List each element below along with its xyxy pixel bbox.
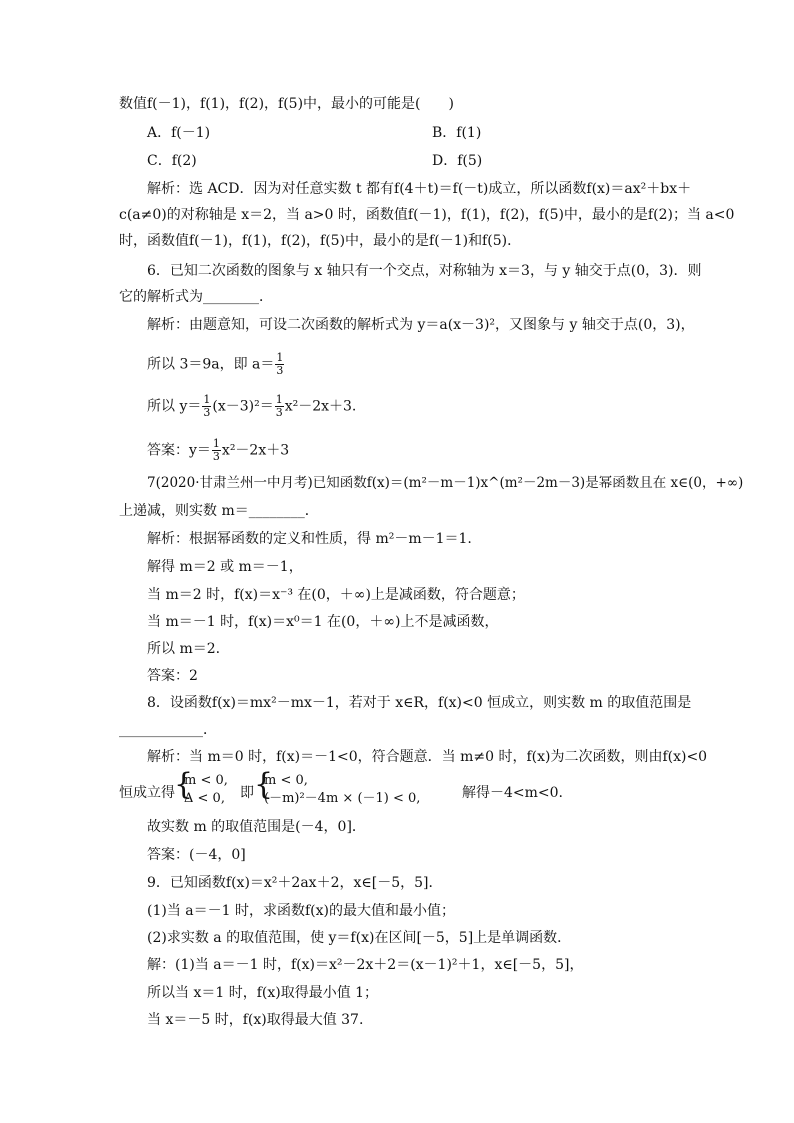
q5-analysis-line: 解析：选 ACD．因为对任意实数 t 都有f(4＋t)＝f(－t)成立，所以函数f(x)＝ax²＋bx＋ [147,181,692,197]
q7-stem-line2: 上递减，则实数 m＝________． [119,503,319,519]
q6-step1-text: 所以 3＝9a，即 a＝ [147,356,275,373]
q6-analysis: 解析：由题意知，可设二次函数的解析式为 y＝a(x－3)²，又图象与 y 轴交于点(0，3)， [147,317,695,333]
fraction: $\frac{1}{3}$ [275,393,283,419]
q5-option-c: C．f(2) [147,153,197,169]
q6-answer [147,438,289,463]
q5-stem: 数值f(－1)，f(1)，f(2)，f(5)中，最小的可能是( ) [119,96,454,112]
q8-system1-line: Δ < 0, [184,791,225,806]
fraction: $\frac{1}{3}$ [276,351,284,377]
q7-answer: 答案：2 [147,668,198,684]
q6-answer-suffix: x²－2x＋3 [221,442,290,459]
q8-cond-prefix: 恒成立得 [119,785,175,801]
q6-answer-prefix: 答案：y＝ [147,442,211,459]
q9-stem: 9．已知函数f(x)＝x²＋2ax＋2，x∈[－5，5]． [147,875,443,891]
q6-stem-line: 6．已知二次函数的图象与 x 轴只有一个交点，对称轴为 x＝3，与 y 轴交于点(0，3)．则 [147,263,702,279]
q8-system1-line: m < 0, [184,773,228,788]
left-brace: { [174,767,194,802]
q7-line: 解得 m＝2 或 m＝－1， [147,559,303,575]
q6-step2-mid: (x－3)²＝ [212,398,274,415]
fraction: $\frac{1}{3}$ [203,393,211,419]
q5-option-a: A．f(－1) [147,125,211,141]
q8-system2-line: m < 0, [264,773,308,788]
q7-stem-line1: 7(2020·甘肃兰州一中月考)已知函数f(x)＝(m²－m－1)x^(m²－2m－3)是幂函数且在 x∈(0，+∞) [147,475,744,491]
q5-option-d: D．f(5) [432,153,483,169]
q9-part: (1)当 a＝－1 时，求函数f(x)的最大值和最小值； [147,903,455,919]
q9-solution-line: 当 x＝－5 时，f(x)取得最大值 37. [147,1012,364,1028]
q6-step2-suffix: x²－2x＋3. [284,398,357,415]
q8-stem-line: ____________． [119,722,217,738]
q9-solution-line: 解：(1)当 a＝－1 时，f(x)＝x²－2x＋2＝(x－1)²＋1，x∈[－5，5]， [147,957,584,973]
q7-line: 解析：根据幂函数的定义和性质，得 m²－m－1＝1. [147,531,472,547]
q5-option-b: B．f(1) [432,125,482,141]
q5-analysis-line: 时，函数值f(－1)，f(1)，f(2)，f(5)中，最小的是f(－1)和f(5)． [119,233,522,249]
q6-step2 [147,394,356,419]
q7-line: 当 m＝2 时，f(x)＝x⁻³ 在(0，＋∞)上是减函数，符合题意； [147,587,525,603]
q9-solution-line: 所以当 x＝1 时，f(x)取得最小值 1； [147,985,379,1001]
q9-part: (2)求实数 a 的取值范围，使 y＝f(x)在区间[－5，5]上是单调函数． [147,930,572,946]
q8-mid: 即 [240,785,254,801]
q6-step2-prefix: 所以 y＝ [147,398,202,415]
q8-analysis: 解析：当 m＝0 时，f(x)＝－1<0，符合题意．当 m≠0 时，f(x)为二次函数，则由f(x)<0 [147,749,708,765]
q6-stem-line: 它的解析式为________． [119,289,273,305]
q6-step1 [147,352,285,377]
q8-result: 解得－4<m<0. [462,785,564,801]
q7-line: 当 m＝－1 时，f(x)＝x⁰＝1 在(0，＋∞)上不是减函数， [147,614,499,630]
q8-stem-line: 8．设函数f(x)＝mx²－mx－1，若对于 x∈R，f(x)<0 恒成立，则实数 m 的取值范围是 [147,695,692,711]
q7-line: 所以 m＝2. [147,641,221,657]
q8-system2-line: (－m)²－4m × (－1) < 0, [264,791,421,806]
q8-answer: 答案：(－4，0] [147,847,246,863]
q5-analysis-line: c(a≠0)的对称轴是 x＝2，当 a>0 时，函数值f(－1)，f(1)，f(2)，f(5)中，最小的是f(2)；当 a<0 [119,207,735,223]
fraction: $\frac{1}{3}$ [212,437,220,463]
left-brace: { [254,767,274,802]
q8-conclusion: 故实数 m 的取值范围是(－4，0]． [147,819,366,835]
